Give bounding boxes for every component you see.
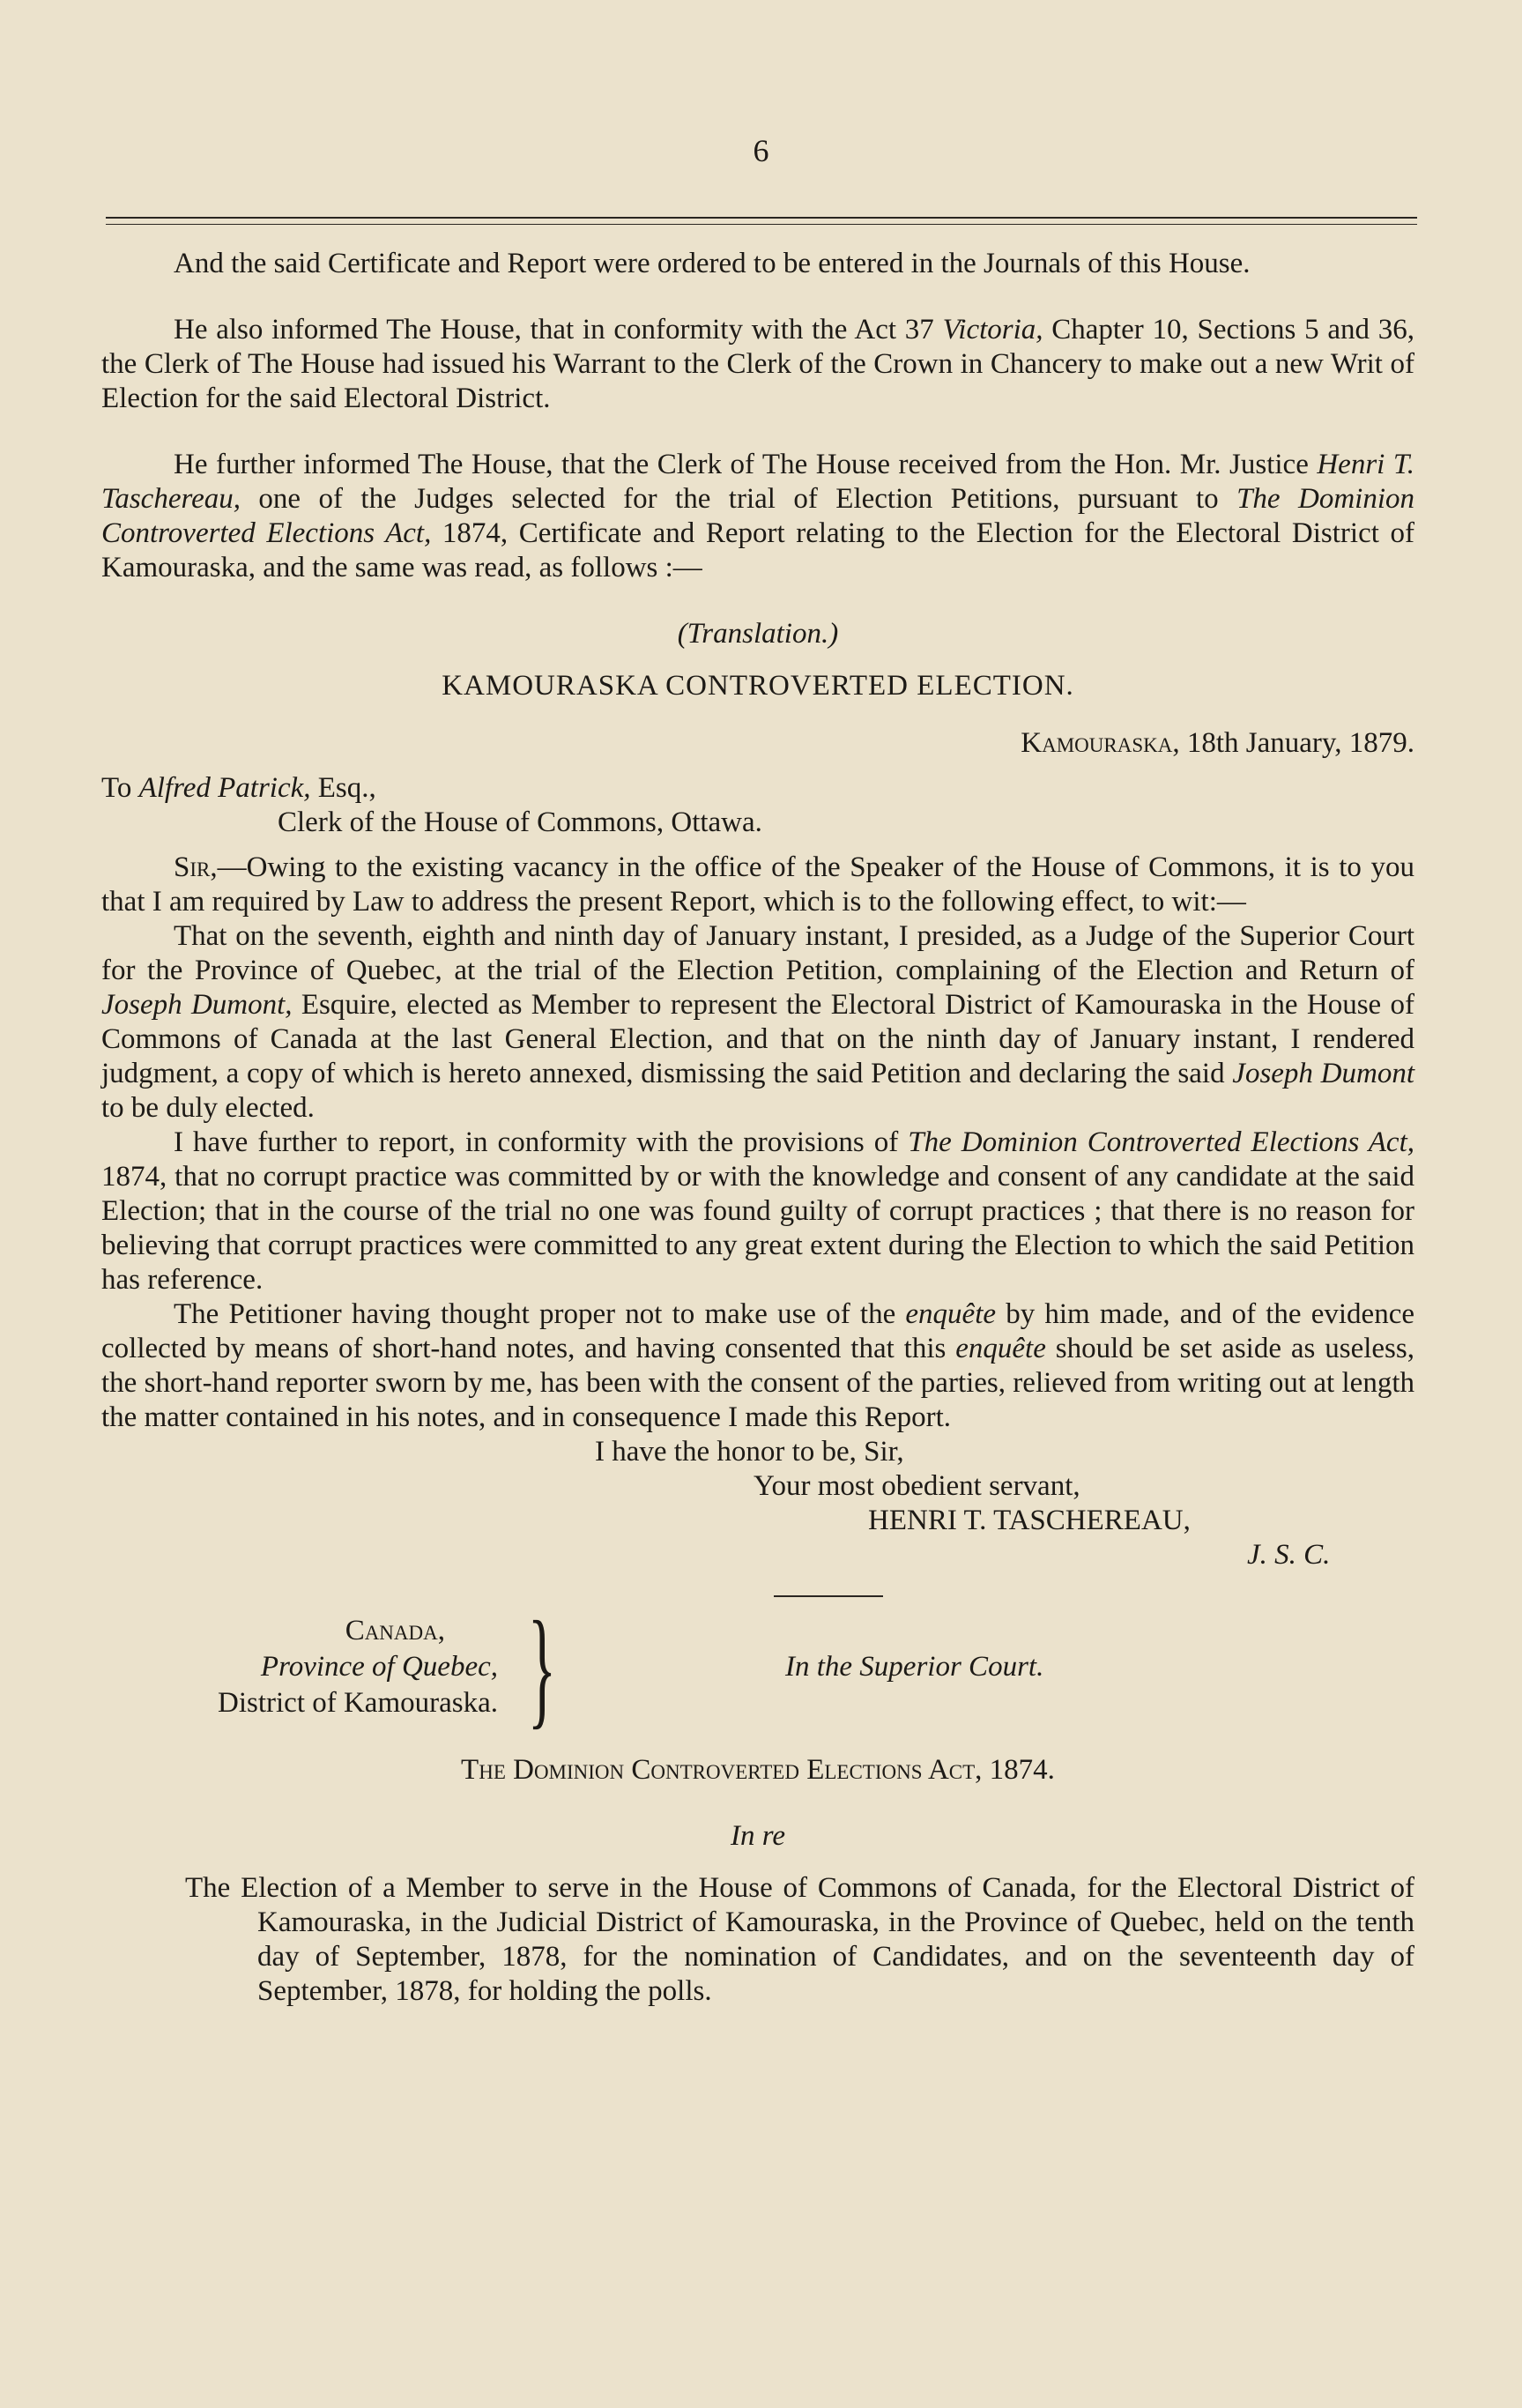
letter-signature-title: J. S. C. bbox=[1247, 1539, 1331, 1571]
dateline: Kamouraska, 18th January, 1879. bbox=[1021, 727, 1414, 759]
in-re-label: In re bbox=[730, 1820, 785, 1852]
letter-closing-servant: Your most obedient servant, bbox=[754, 1470, 1080, 1502]
section-divider bbox=[774, 1595, 883, 1597]
election-description: The Election of a Member to serve in the House of Commons of Canada, for the Electoral District of Kamouraska, in the Judicial District of Kamouraska, in the Province of Quebec, held on the tenth day of September, 1878, for the nomination of Candidates, and on the seventeenth day of September, 1878, for holding the polls. bbox=[185, 1872, 1414, 2007]
paragraph-report-received: He further informed The House, that the Clerk of The House received from the Hon. Mr. Justice Henri T. Taschereau, one of the Judges selected for the trial of Election Petitions, pursuant to The Dominion Controverted Elections Act, 1874, Certificate and Report relating to the Election for the Electoral District of Kamouraska, and the same was read, as follows :— bbox=[101, 449, 1415, 583]
letter-salutation: Sir,—Owing to the existing vacancy in the office of the Speaker of the House of Commons, it is to you that I am required by Law to address the present Report, which is to the following effect, to wit:— bbox=[101, 851, 1414, 918]
brace-glyph: } bbox=[527, 1594, 557, 1741]
letter-closing: I have the honor to be, Sir, bbox=[595, 1436, 904, 1468]
address-to: To Alfred Patrick, Esq., bbox=[101, 772, 376, 804]
section-heading: KAMOURASKA CONTROVERTED ELECTION. bbox=[442, 670, 1074, 702]
translation-label: (Translation.) bbox=[677, 618, 839, 650]
letter-signature: HENRI T. TASCHEREAU, bbox=[868, 1505, 1191, 1536]
letter-corrupt-practice-paragraph: I have further to report, in conformity with the provisions of The Dominion Controverted Elections Act, 1874, that no corrupt practice was committed by or with the knowledge and consent of any candidate at the said Election; that in the course of the trial no one was found guilty of corrupt practices ; that there is no reason for believing that corrupt practices were committed to any great extent during the Election to which the said Petition has reference. bbox=[101, 1126, 1414, 1296]
venue-court: In the Superior Court. bbox=[785, 1651, 1044, 1683]
letter-trial-paragraph: That on the seventh, eighth and ninth day of January instant, I presided, as a Judge of the Superior Court for the Province of Quebec, at the trial of the Election Petition, complaining of the Election and Return of Joseph Dumont, Esquire, elected as Member to represent the Electoral District of Kamouraska in the House of Commons of Canada at the last General Election, and that on the ninth day of January instant, I rendered judgment, a copy of which is hereto annexed, dismissing the said Petition and declaring the said Joseph Dumont to be duly elected. bbox=[101, 920, 1414, 1124]
page-number: 6 bbox=[753, 133, 769, 168]
paragraph-certificate-entered: And the said Certificate and Report were ordered to be entered in the Journals of this House. bbox=[174, 248, 1251, 279]
header-rule bbox=[106, 217, 1417, 219]
header-rule-thin bbox=[106, 224, 1417, 225]
letter-enquete-paragraph: The Petitioner having thought proper not to make use of the enquête by him made, and of the evidence collected by means of short-hand notes, and having consented that this enquête should be set aside as useless, the short-hand reporter sworn by me, has been with the consent of the parties, relieved from writing out at length the matter contained in his notes, and in consequence I made this Report. bbox=[101, 1298, 1414, 1433]
venue-block bbox=[101, 1594, 1414, 1741]
venue-jurisdiction: Canada, Province of Quebec, District of Kamouraska. bbox=[218, 1615, 498, 1719]
document-body bbox=[101, 247, 1414, 2009]
address-clerk: Clerk of the House of Commons, Ottawa. bbox=[278, 806, 762, 838]
act-title: The Dominion Controverted Elections Act, 1874. bbox=[461, 1754, 1055, 1786]
paragraph-warrant: He also informed The House, that in conformity with the Act 37 Victoria, Chapter 10, Sections 5 and 36, the Clerk of The House had issued his Warrant to the Clerk of the Crown in Chancery to make out a new Writ of Election for the said Electoral District. bbox=[101, 314, 1414, 414]
